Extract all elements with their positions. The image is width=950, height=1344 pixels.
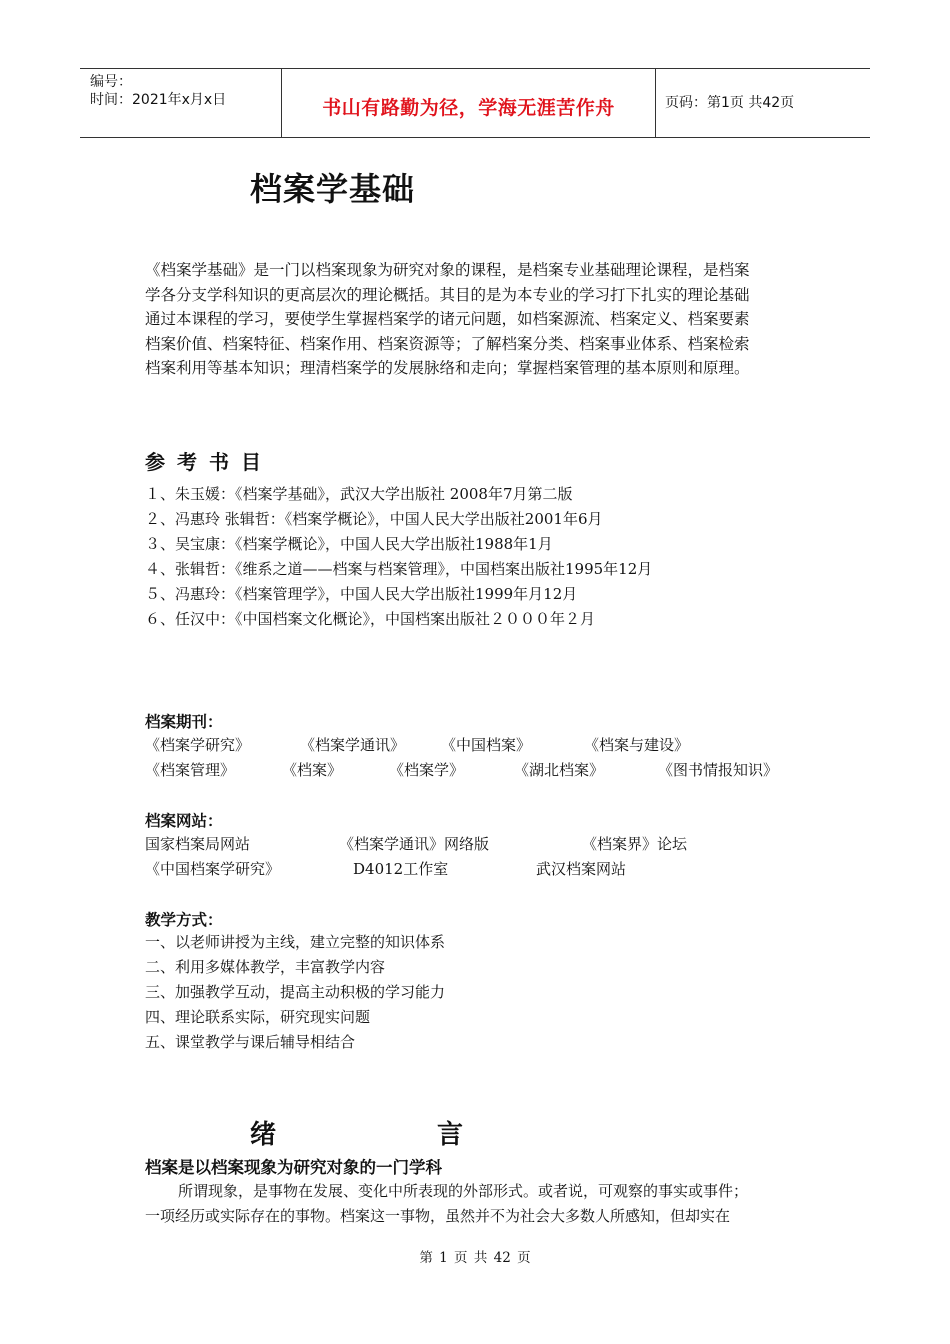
journal-item: 《档案与建设》: [584, 736, 690, 754]
journal-item: 《中国档案》: [441, 736, 532, 754]
reference-item: ３、吴宝康：《档案学概论》，中国人民大学出版社1988年1月: [145, 535, 553, 553]
intro-line: 档案价值、档案特征、档案作用、档案资源等；了解档案分类、档案事业体系、档案检索: [145, 334, 750, 353]
journal-item: 《湖北档案》: [514, 761, 605, 779]
intro-line: 通过本课程的学习，要使学生掌握档案学的诸元问题，如档案源流、档案定义、档案要素: [145, 310, 750, 329]
header-right-cell: [655, 69, 870, 137]
page-footer: 第 1 页 共 42 页: [419, 1250, 531, 1266]
references-heading: 参考书目: [145, 450, 273, 474]
reference-item: ６、任汉中：《中国档案文化概论》，中国档案出版社２０００年２月: [145, 610, 596, 628]
intro-line: 档案利用等基本知识；理清档案学的发展脉络和走向；掌握档案管理的基本原则和原理。: [145, 359, 750, 378]
header-motto-cell: [281, 69, 656, 137]
page-info: 页码：第1页 共42页: [665, 95, 795, 111]
journal-item: 《档案》: [282, 761, 343, 779]
journal-item: 《档案学》: [389, 761, 465, 779]
teaching-item: 三、加强教学互动，提高主动积极的学习能力: [145, 983, 446, 1001]
teaching-heading: 教学方式：: [145, 911, 223, 929]
introduction-heading-left: 绪: [250, 1120, 277, 1150]
journals-heading: 档案期刊：: [145, 713, 223, 731]
references-list: [145, 482, 652, 632]
teaching-item: 二、利用多媒体教学，丰富教学内容: [145, 958, 386, 976]
intro-paragraph: [145, 258, 815, 381]
page-title: 档案学基础: [250, 170, 416, 208]
introduction-heading-right: 言: [437, 1120, 464, 1150]
journal-item: 《档案学通讯》: [300, 736, 406, 754]
introduction-body-line: 一项经历或实际存在的事物。档案这一事物，虽然并不为社会大多数人所感知，但却实在: [145, 1207, 731, 1225]
header-left-cell: [80, 69, 281, 137]
website-item: 国家档案局网站: [145, 835, 251, 853]
number-label: 编号：: [90, 74, 132, 90]
website-item: 《档案学通讯》网络版: [339, 835, 490, 853]
intro-line: 《档案学基础》是一门以档案现象为研究对象的课程，是档案专业基础理论课程，是档案: [145, 261, 750, 279]
website-item: D4012工作室: [353, 860, 449, 878]
header-table: [80, 68, 870, 138]
time-label: 时间：2021年x月x日: [90, 92, 227, 108]
reference-item: １、朱玉媛：《档案学基础》，武汉大学出版社 2008年7月第二版: [145, 485, 573, 503]
journal-item: 《档案管理》: [145, 761, 236, 779]
teaching-item: 四、理论联系实际，研究现实问题: [145, 1008, 371, 1026]
teaching-list: [145, 930, 445, 1055]
reference-item: ５、冯惠玲：《档案管理学》，中国人民大学出版社1999年月12月: [145, 585, 578, 603]
website-item: 武汉档案网站: [536, 860, 627, 878]
introduction-body-line: 所谓现象，是事物在发展、变化中所表现的外部形式。或者说，可观察的事实或事件；: [178, 1182, 749, 1200]
intro-line: 学各分支学科知识的更高层次的理论概括。其目的是为本专业的学习打下扎实的理论基础: [145, 285, 750, 304]
journal-item: 《档案学研究》: [145, 736, 251, 754]
website-item: 《档案界》论坛: [582, 835, 688, 853]
introduction-subtitle: 档案是以档案现象为研究对象的一门学科: [145, 1158, 442, 1177]
motto: 书山有路勤为径，学海无涯苦作舟: [322, 97, 615, 119]
website-item: 《中国档案学研究》: [145, 860, 281, 878]
journal-item: 《图书情报知识》: [658, 761, 779, 779]
teaching-item: 一、以老师讲授为主线，建立完整的知识体系: [145, 933, 446, 951]
reference-item: ４、张辑哲：《维系之道——档案与档案管理》，中国档案出版社1995年12月: [145, 560, 653, 578]
reference-item: ２、冯惠玲 张辑哲：《档案学概论》，中国人民大学出版社2001年6月: [145, 510, 603, 528]
teaching-item: 五、课堂教学与课后辅导相结合: [145, 1033, 356, 1051]
websites-heading: 档案网站：: [145, 812, 223, 830]
